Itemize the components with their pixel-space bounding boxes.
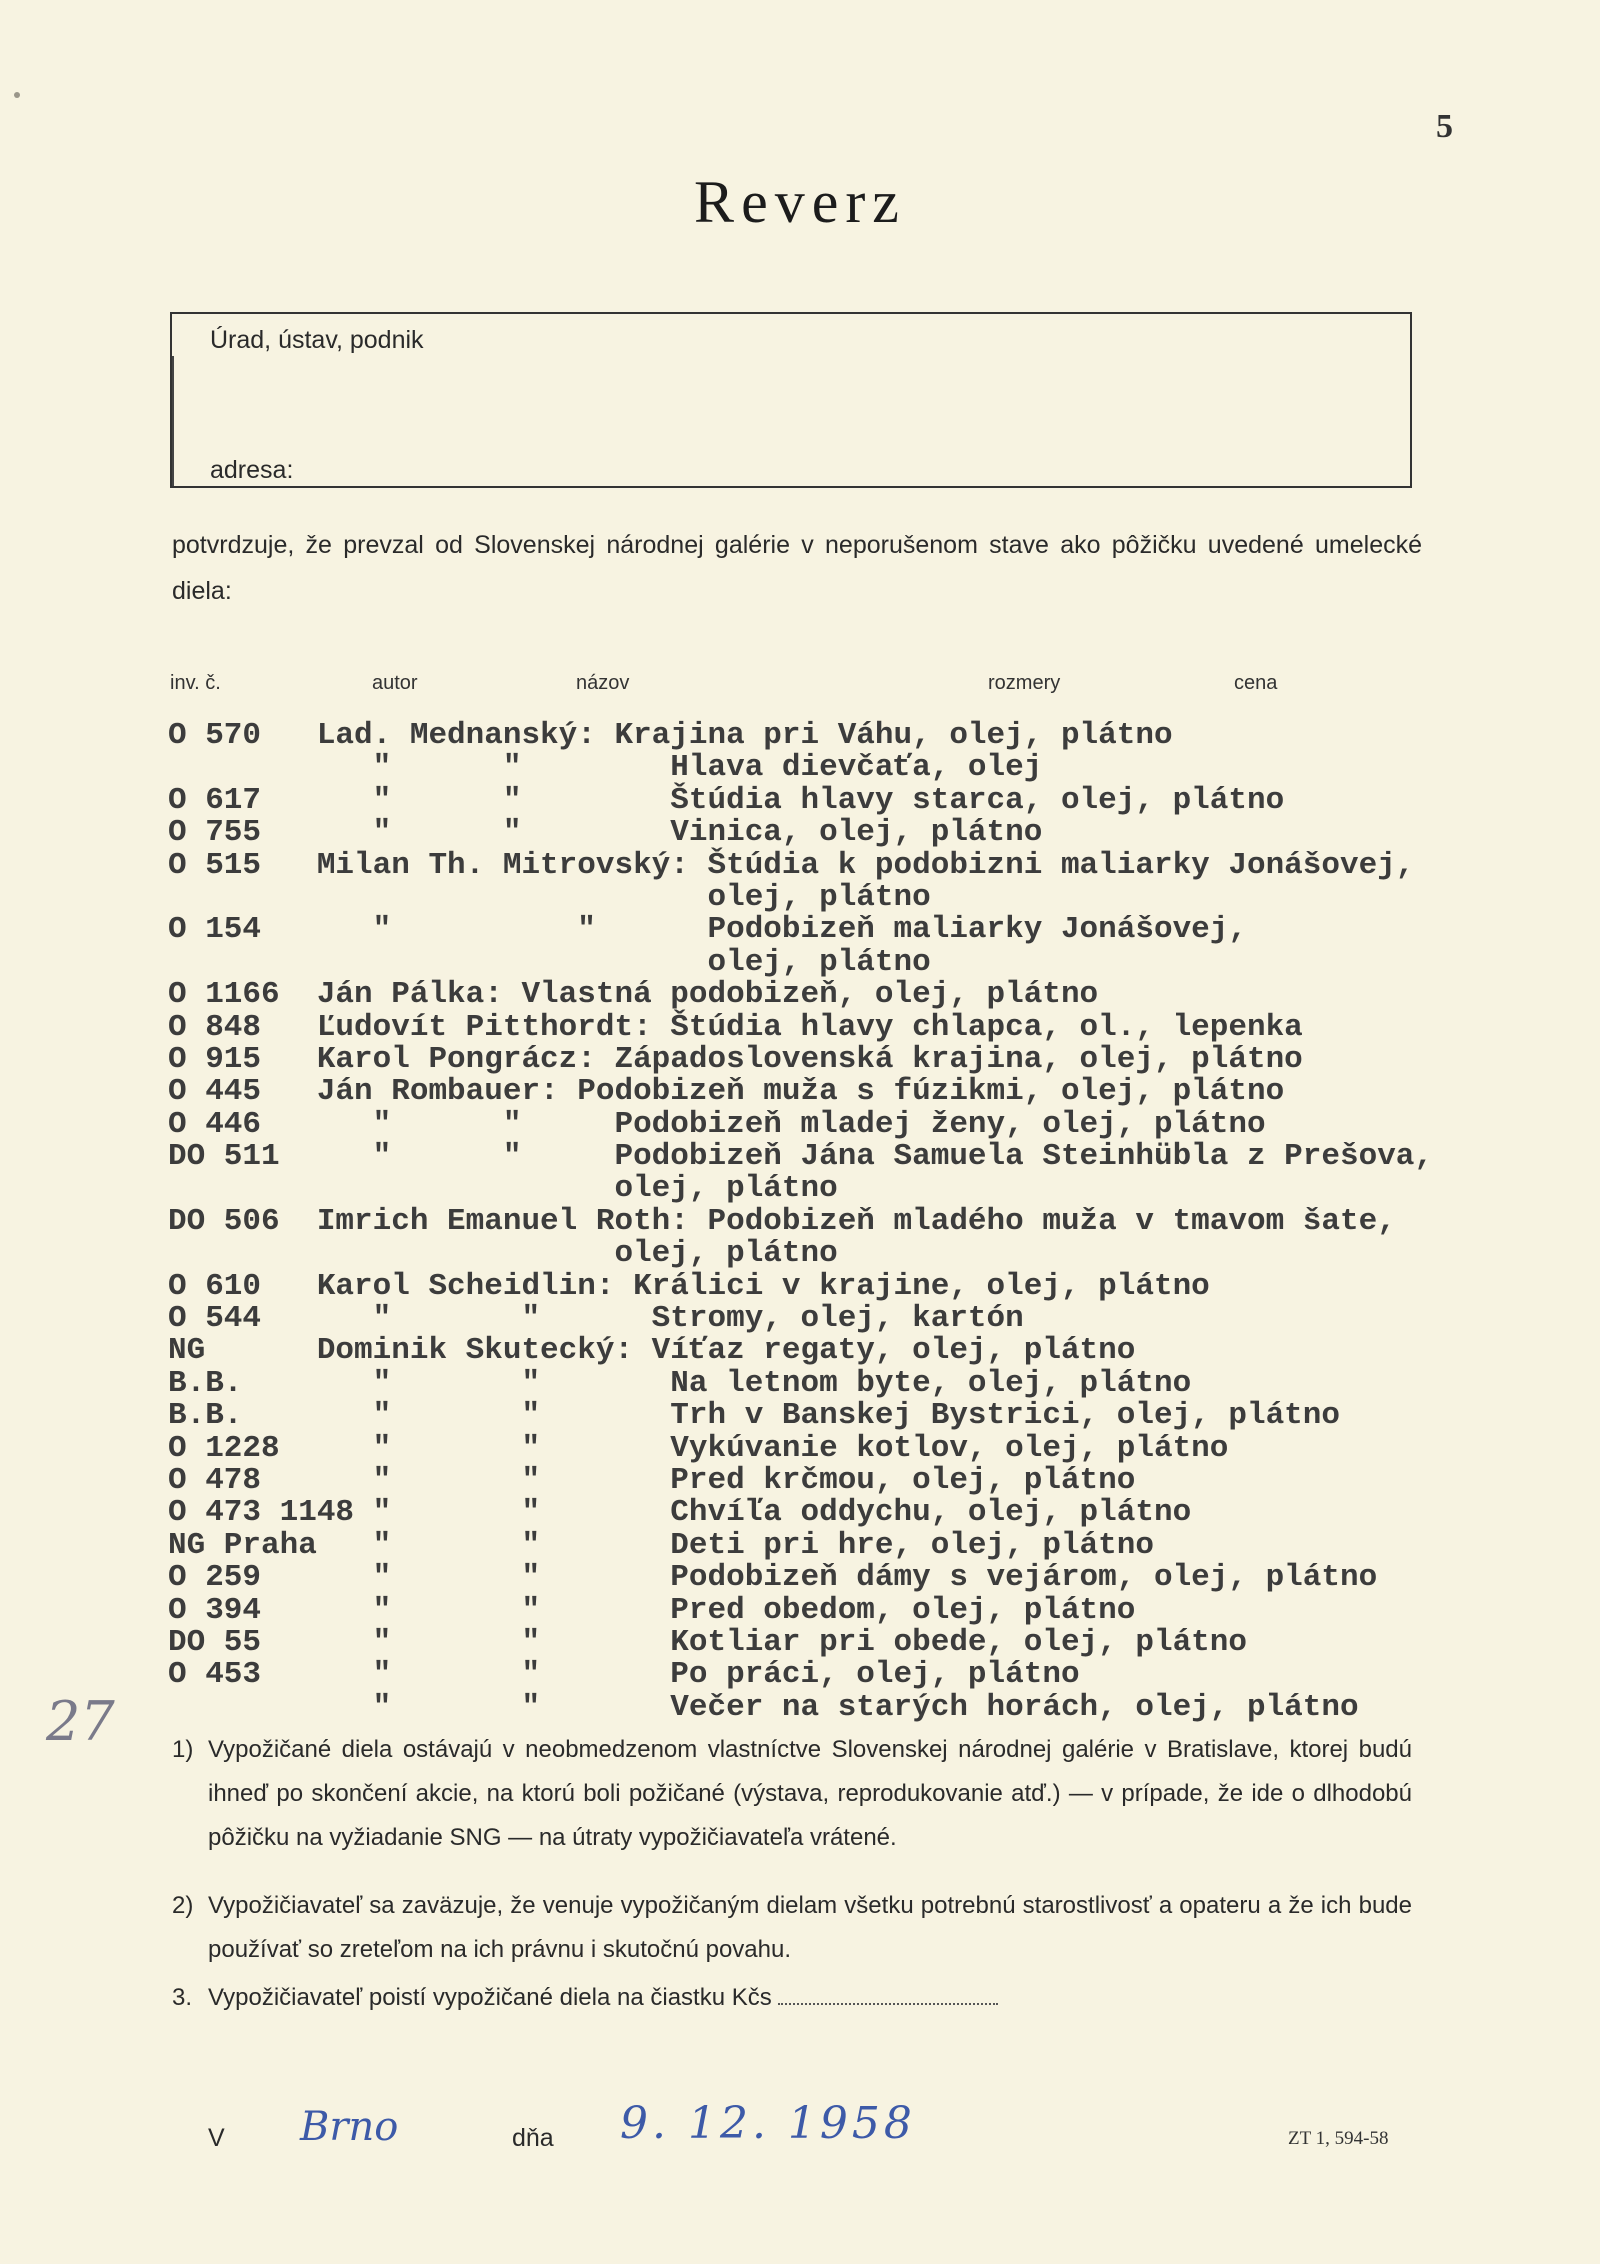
artwork-entry: O 394 " " Pred obedom, olej, plátno	[168, 1592, 1136, 1628]
term-number: 2)	[172, 1892, 194, 1919]
paper-speck	[14, 92, 20, 98]
column-dimensions: rozmery	[988, 672, 1061, 694]
column-author: autor	[372, 672, 418, 694]
column-title: názov	[576, 672, 630, 694]
artwork-entry: olej, plátno	[168, 944, 931, 980]
artwork-entry: O 154 " " Podobizeň maliarky Jonášovej,	[168, 912, 1247, 948]
term-number: 1)	[172, 1736, 194, 1763]
column-inv: inv. č.	[170, 672, 221, 694]
artwork-entry: olej, plátno	[168, 1236, 838, 1272]
artwork-entry: O 1228 " " Vykúvanie kotlov, olej, plátno	[168, 1430, 1229, 1466]
artwork-entry: O 915 Karol Pongrácz: Západoslovenská krajina, olej, plátno	[168, 1041, 1303, 1077]
term-text: Vypožičané diela ostávajú v neobmedzenom vlastníctve Slovenskej národnej galérie v Bratislave, ktorej budú ihneď po skončení akcie, na ktorú boli požičané (výstava, reprodukovanie atď.) — v prípade, že ide o dlhodobú pôžičku na vyžiadanie SNG — na útraty vypožičiavateľa vrátené.	[208, 1736, 1412, 1851]
artwork-entry: O 570 Lad. Mednanský: Krajina pri Váhu, olej, plátno	[168, 718, 1173, 753]
artwork-entry: olej, plátno	[168, 1171, 838, 1207]
artwork-entry: O 617 " " Štúdia hlavy starca, olej, plátno	[168, 782, 1285, 818]
term-item	[172, 1976, 1412, 2020]
term-item	[172, 1884, 1412, 1972]
artwork-entry: " " Večer na starých horách, olej, plátno	[168, 1689, 1359, 1725]
date-label: dňa	[512, 2124, 554, 2152]
artwork-entry: O 515 Milan Th. Mitrovský: Štúdia k podobizni maliarky Jonášovej,	[168, 847, 1415, 883]
page-number: 5	[1436, 108, 1453, 145]
term-text: Vypožičiavateľ sa zaväzuje, že venuje vypožičaným dielam všetku potrebnú starostlivosť a opateru a že ich bude používať so zreteľom na ich právnu i skutočnú povahu.	[208, 1892, 1412, 1963]
institution-box	[170, 312, 1412, 488]
artwork-entry: NG Praha " " Deti pri hre, olej, plátno	[168, 1527, 1154, 1563]
artwork-entry: O 445 Ján Rombauer: Podobizeň muža s fúzikmi, olej, plátno	[168, 1074, 1285, 1110]
place-label: V	[208, 2124, 225, 2152]
artwork-entry: O 610 Karol Scheidlin: Králici v krajine, olej, plátno	[168, 1268, 1210, 1304]
artwork-entry: O 453 " " Po práci, olej, plátno	[168, 1657, 1080, 1693]
artwork-entry: DO 511 " " Podobizeň Jána Samuela Steinhübla z Prešova,	[168, 1139, 1434, 1175]
office-label: Úrad, ústav, podnik	[210, 326, 424, 354]
margin-note: 27	[46, 1690, 115, 1753]
artwork-entry: O 478 " " Pred krčmou, olej, plátno	[168, 1462, 1136, 1498]
term-number: 3.	[172, 1984, 193, 2011]
artwork-entry: O 755 " " Vinica, olej, plátno	[168, 815, 1043, 851]
intro-text: potvrdzuje, že prevzal od Slovenskej národnej galérie v neporušenom stave ako pôžičku uvedené umelecké diela:	[172, 531, 1422, 605]
artwork-entry: NG Dominik Skutecký: Víťaz regaty, olej, plátno	[168, 1333, 1136, 1369]
document-title: Reverz	[694, 169, 906, 235]
artwork-entry: O 473 1148 " " Chvíľa oddychu, olej, plátno	[168, 1495, 1192, 1531]
artwork-entry: O 848 Ľudovít Pitthordt: Štúdia hlavy chlapca, ol., lepenka	[168, 1009, 1303, 1045]
term-text: Vypožičiavateľ poistí vypožičané diela na čiastku Kčs	[208, 1984, 772, 2011]
box-inner-rule	[172, 356, 174, 486]
artwork-list	[168, 720, 1468, 1724]
artwork-entry: O 446 " " Podobizeň mladej ženy, olej, plátno	[168, 1106, 1266, 1142]
term-item	[172, 1728, 1412, 1860]
artwork-entry: O 1166 Ján Pálka: Vlastná podobizeň, olej, plátno	[168, 977, 1099, 1013]
terms-list	[172, 1728, 1412, 2020]
address-label: adresa:	[210, 456, 294, 484]
artwork-entry: " " Hlava dievčaťa, olej	[168, 750, 1043, 786]
artwork-entry: DO 55 " " Kotliar pri obede, olej, plátno	[168, 1624, 1247, 1660]
artwork-entry: olej, plátno	[168, 879, 931, 915]
place-handwritten: Brno	[300, 2104, 399, 2150]
artwork-entry: DO 506 Imrich Emanuel Roth: Podobizeň mladého muža v tmavom šate,	[168, 1203, 1396, 1239]
artwork-entry: B.B. " " Na letnom byte, olej, plátno	[168, 1365, 1192, 1401]
column-price: cena	[1234, 672, 1278, 694]
amount-blank-line	[778, 1983, 998, 2005]
artwork-entry: O 544 " " Stromy, olej, kartón	[168, 1301, 1024, 1337]
form-code: ZT 1, 594-58	[1288, 2128, 1389, 2149]
artwork-entry: B.B. " " Trh v Banskej Bystrici, olej, plátno	[168, 1398, 1340, 1434]
date-handwritten: 9. 12. 1958	[620, 2098, 916, 2149]
artwork-entry: O 259 " " Podobizeň dámy s vejárom, olej, plátno	[168, 1560, 1378, 1596]
